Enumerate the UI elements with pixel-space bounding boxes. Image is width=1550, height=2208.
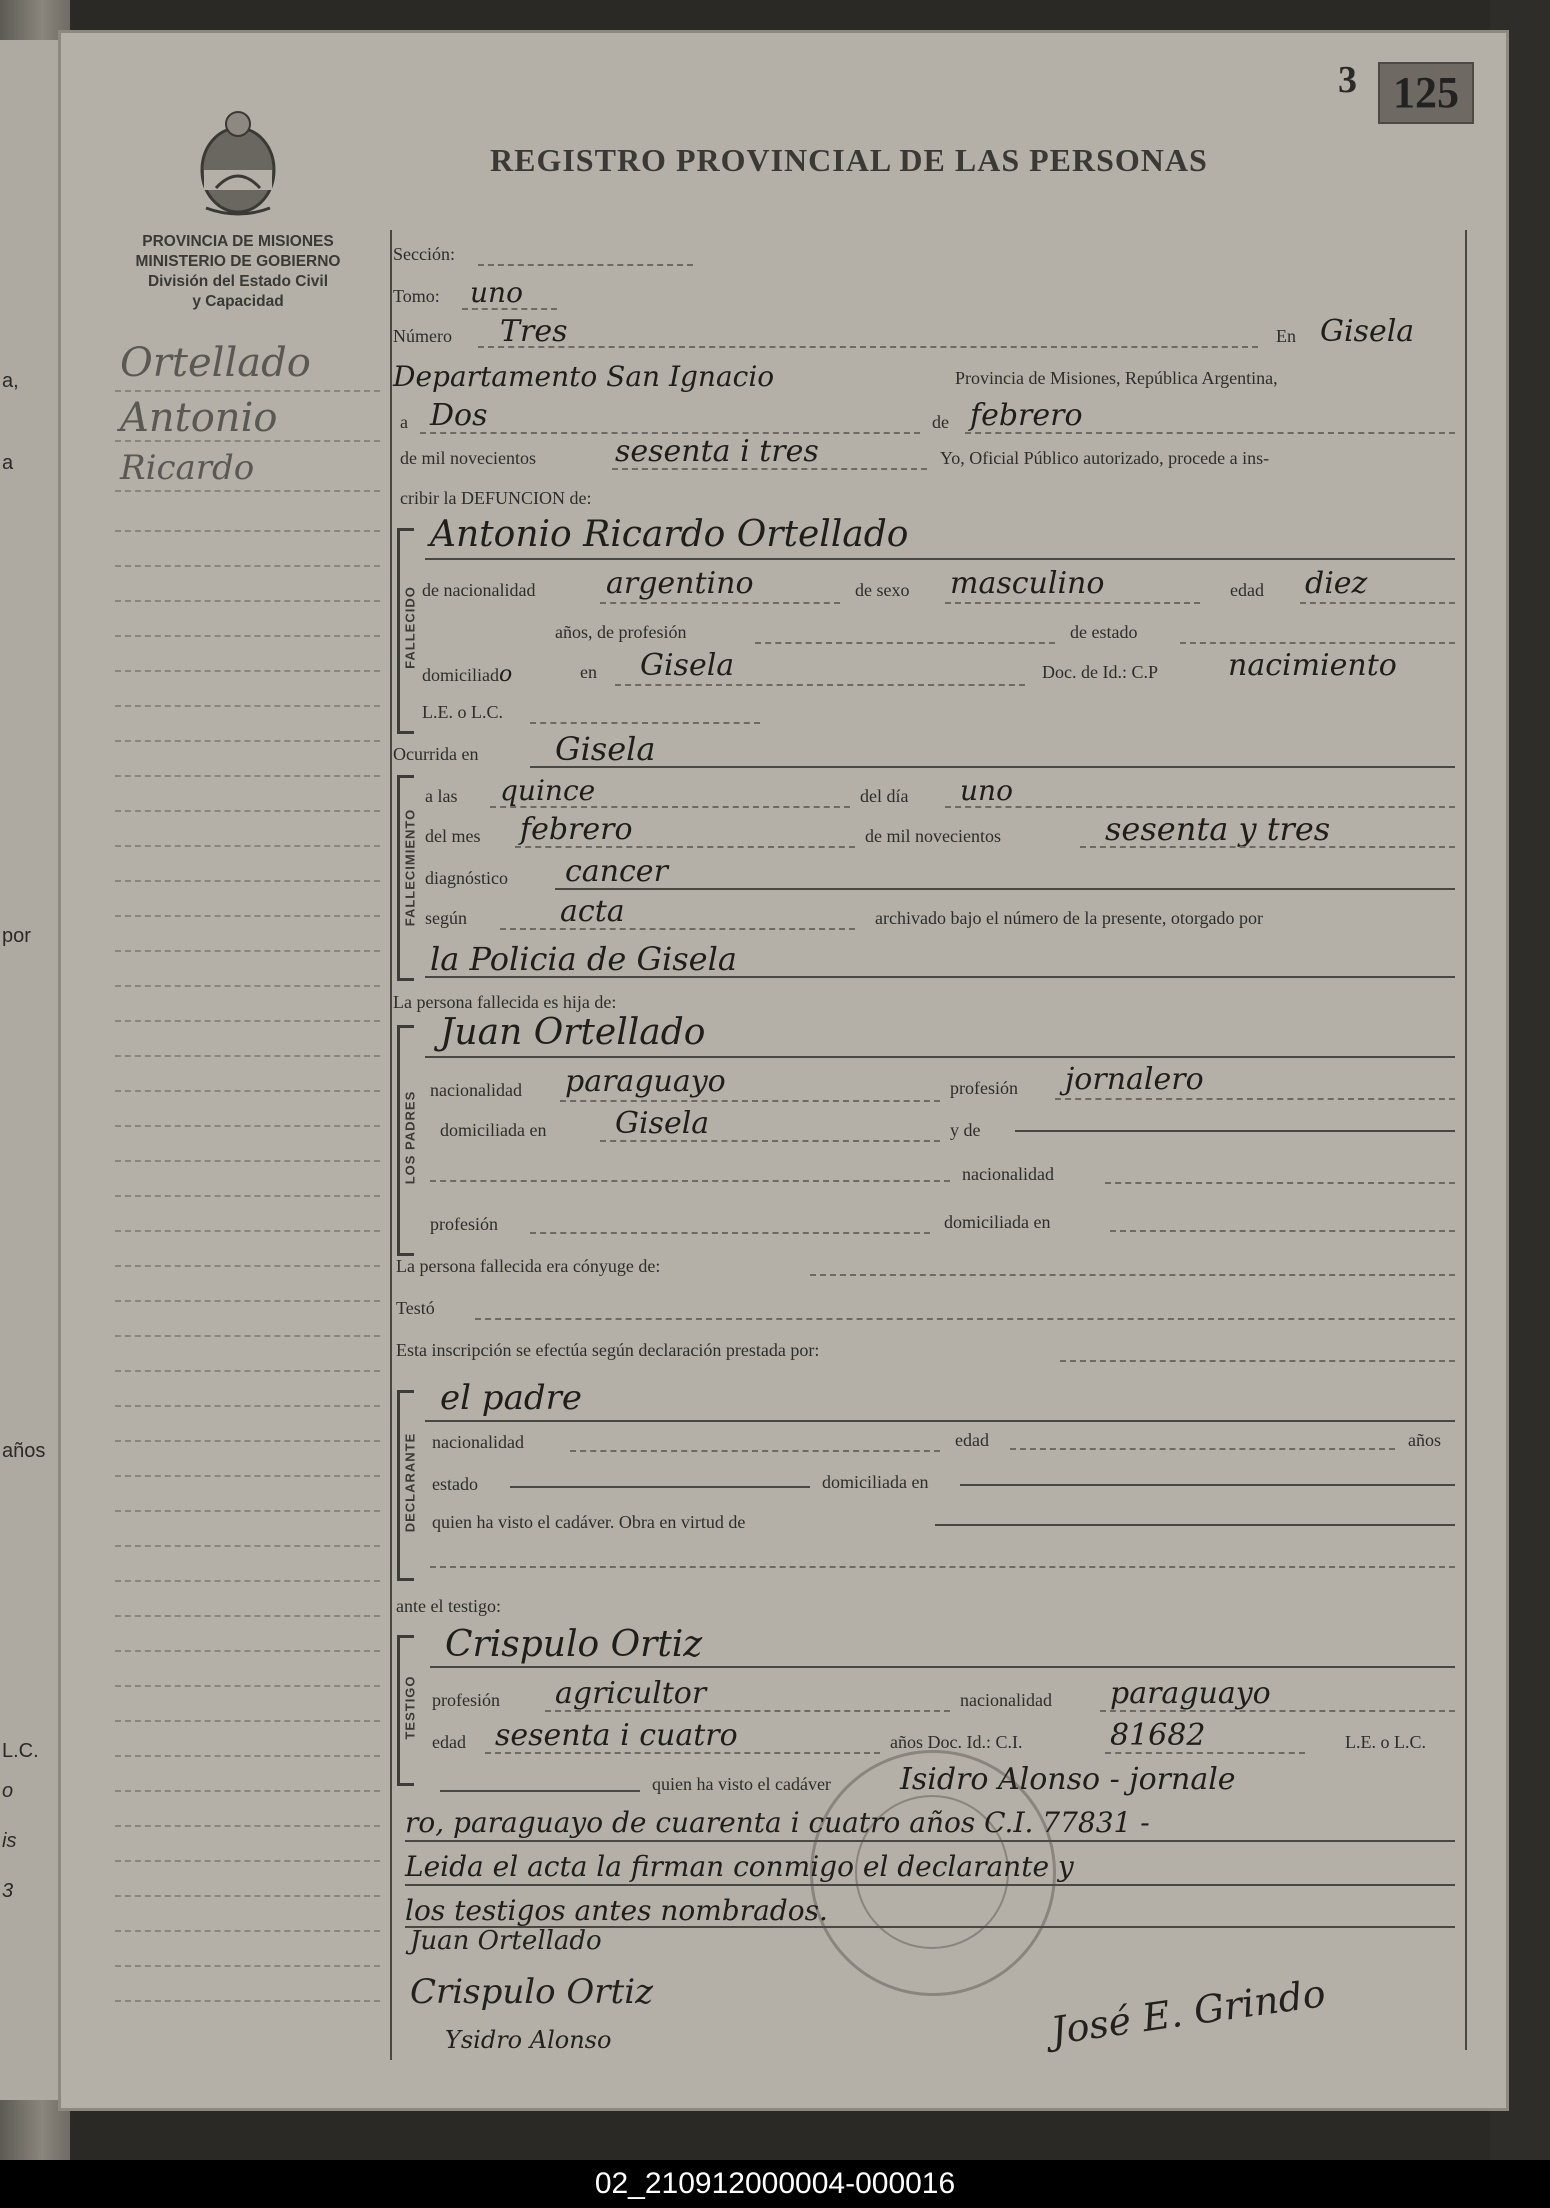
margin-surname: Ortellado — [120, 340, 311, 386]
issuer-division: División del Estado Civil — [147, 273, 328, 290]
testigo-edad-value: sesenta i cuatro — [495, 1718, 738, 1753]
testigo-prof-value: agricultor — [555, 1676, 707, 1711]
departamento-value: Departamento San Ignacio — [393, 360, 775, 393]
mes-line — [965, 432, 1455, 434]
madre-nacionalidad-label: nacionalidad — [962, 1164, 1054, 1184]
left-fragment: a — [2, 452, 14, 474]
edad-label: edad — [1230, 580, 1264, 600]
padre-nac-value: paraguayo — [565, 1064, 726, 1099]
declarante-line — [425, 1420, 1455, 1422]
closing-line-2-rule — [405, 1840, 1455, 1842]
ocurrida-label: Ocurrida en — [393, 744, 479, 764]
declarante-edad-line — [1010, 1448, 1395, 1450]
nacionalidad-value: argentino — [606, 566, 754, 601]
margin-middle-name: Ricardo — [120, 448, 255, 488]
en-value: Gisela — [1320, 314, 1415, 349]
domiciliad-label — [422, 662, 512, 687]
doc-value: nacimiento — [1228, 648, 1397, 683]
inscripcion-label: Esta inscripción se efectúa según declaración prestada por: — [396, 1340, 820, 1360]
padre-domiciliada-label: domiciliada en — [440, 1120, 547, 1140]
closing-line-4: los testigos antes nombrados. — [405, 1894, 828, 1927]
fallecimiento-label: FALLECIMIENTO — [402, 808, 418, 927]
testigo-ci-line — [1105, 1752, 1305, 1754]
right-rule — [1465, 230, 1467, 2050]
padre-name-line — [425, 1056, 1455, 1058]
padre-prof-line — [1055, 1098, 1455, 1100]
nacionalidad-line — [600, 602, 840, 604]
issuer-ministry: MINISTERIO DE GOBIERNO — [135, 253, 341, 270]
anio-fall-value: sesenta y tres — [1105, 810, 1331, 848]
madre-name-line — [430, 1180, 950, 1182]
declarante-quien-line — [935, 1524, 1455, 1526]
closing-line-3: Leida el acta la firman conmigo el declarante y — [405, 1850, 1074, 1883]
padre-dom-line — [600, 1140, 940, 1142]
diagnostico-line — [555, 888, 1455, 890]
testigo-anos-doc-label: años Doc. Id.: C.I. — [890, 1732, 1023, 1752]
testigo-name-line — [430, 1666, 1455, 1668]
declarante-label: DECLARANTE — [402, 1432, 418, 1533]
mes-value: febrero — [970, 398, 1083, 433]
page-number-handwritten: 3 — [1338, 59, 1357, 101]
ocurrida-value: Gisela — [555, 730, 656, 768]
declarante-estado-line — [510, 1486, 810, 1488]
conyuge-label: La persona fallecida era cónyuge de: — [396, 1256, 661, 1276]
margin-rule — [390, 230, 392, 2060]
testigo-ci-value: 81682 — [1110, 1718, 1206, 1753]
padre-prof-value: jornalero — [1065, 1062, 1204, 1097]
testigo-name: Crispulo Ortiz — [445, 1624, 703, 1665]
testigo-edad-label: edad — [432, 1732, 466, 1752]
declarante-edad-label: edad — [955, 1430, 989, 1450]
numero-label: Número — [393, 326, 452, 346]
inscripcion-line — [1060, 1360, 1455, 1362]
estado-line — [1180, 642, 1455, 644]
declarante-value: el padre — [440, 1378, 582, 1418]
left-fragment: por — [2, 925, 31, 947]
testigo-profesion-label: profesión — [432, 1690, 500, 1710]
margin-given-name: Antonio — [120, 395, 278, 441]
left-fragment: L.C. — [2, 1740, 39, 1762]
ocurrida-line — [530, 766, 1455, 768]
testigo-nacionalidad-label: nacionalidad — [960, 1690, 1052, 1710]
conyuge-line — [810, 1274, 1455, 1276]
mes-fall-value: febrero — [520, 812, 633, 847]
declarante-dom-line — [960, 1484, 1455, 1486]
issuer-block — [100, 232, 376, 312]
nacionalidad-label: de nacionalidad — [422, 580, 536, 600]
madre-domiciliada-label: domiciliada en — [944, 1212, 1051, 1232]
segun-label: según — [425, 908, 467, 928]
de-mil-fall-label: de mil novecientos — [865, 826, 1001, 846]
page-number-stamp: 125 — [1378, 62, 1474, 124]
madre-dom-line — [1110, 1230, 1455, 1232]
hija-de-label: La persona fallecida es hija de: — [393, 992, 617, 1012]
domicilio-value: Gisela — [640, 648, 735, 683]
sexo-value: masculino — [950, 566, 1105, 601]
left-fragment: is — [2, 1830, 17, 1852]
seccion-label: Sección: — [393, 244, 455, 264]
declarante-estado-label: estado — [432, 1474, 478, 1494]
testigo-le-lc-label: L.E. o L.C. — [1345, 1732, 1426, 1752]
signature-testigo-2: Ysidro Alonso — [445, 2026, 612, 2054]
testigo-nac-line — [1100, 1710, 1455, 1712]
seccion-line — [478, 264, 693, 266]
hora-value: quince — [500, 774, 596, 807]
tomo-value: uno — [470, 276, 523, 309]
de-label: de — [932, 412, 949, 432]
declarante-anos-label: años — [1408, 1430, 1441, 1450]
testigo-nac-value: paraguayo — [1110, 1676, 1271, 1711]
dia-fall-value: uno — [960, 774, 1013, 807]
issuer-capacity: y Capacidad — [192, 293, 284, 310]
image-id-caption: 02_210912000004-000016 — [0, 2160, 1550, 2208]
mes-fall-line — [515, 846, 855, 848]
left-fragment: a, — [2, 370, 19, 392]
doc-id-label: Doc. de Id.: C.P — [1042, 662, 1158, 682]
fallecido-name: Antonio Ricardo Ortellado — [430, 514, 909, 555]
cribir-label: cribir la DEFUNCION de: — [400, 488, 592, 508]
signature-oficial: José E. Grindo — [1048, 1970, 1329, 2054]
ante-testigo-label: ante el testigo: — [396, 1596, 501, 1616]
de-mil-label: de mil novecientos — [400, 448, 536, 468]
padre-profesion-label: profesión — [950, 1078, 1018, 1098]
a-las-label: a las — [425, 786, 458, 806]
madre-nac-line — [1105, 1182, 1455, 1184]
del-mes-label: del mes — [425, 826, 481, 846]
provincia-label: Provincia de Misiones, República Argentina, — [955, 368, 1278, 388]
madre-prof-line — [530, 1232, 930, 1234]
declarante-extra-line — [430, 1566, 1455, 1568]
left-fragment: 3 — [2, 1880, 14, 1902]
testigo-quien-label: quien ha visto el cadáver — [652, 1774, 831, 1794]
del-dia-label: del día — [860, 786, 909, 806]
diagnostico-value: cancer — [565, 854, 668, 889]
profesion-line — [755, 642, 1055, 644]
otorgado-value: la Policia de Gisela — [430, 940, 737, 978]
padres-label: LOS PADRES — [402, 1090, 418, 1185]
madre-profesion-label: profesión — [430, 1214, 498, 1234]
padre-nacionalidad-label: nacionalidad — [430, 1080, 522, 1100]
testo-label: Testó — [396, 1298, 435, 1318]
domiciliad-suffix: o — [498, 662, 513, 687]
edad-line — [1300, 602, 1455, 604]
declarante-nacionalidad-label: nacionalidad — [432, 1432, 524, 1452]
testigo-label: TESTIGO — [402, 1675, 418, 1740]
fallecido-name-line — [425, 558, 1455, 560]
otorgado-line — [425, 976, 1455, 978]
anos-profesion-label: años, de profesión — [555, 622, 687, 642]
anio-value: sesenta i tres — [615, 434, 819, 469]
dia-fall-line — [945, 806, 1455, 808]
diagnostico-label: diagnóstico — [425, 868, 508, 888]
testigo-edad-line — [485, 1752, 880, 1754]
numero-line — [478, 346, 1258, 348]
document-title: REGISTRO PROVINCIAL DE LAS PERSONAS — [490, 142, 1208, 178]
dia-value: Dos — [430, 398, 488, 433]
edad-value: diez — [1305, 566, 1368, 601]
a-label: a — [400, 412, 408, 432]
segun-line — [500, 928, 855, 930]
left-page-edge — [0, 40, 65, 2100]
left-fragment: o — [2, 1780, 14, 1802]
closing-line-2: ro, paraguayo de cuarenta i cuatro años C.I. 77831 - — [405, 1806, 1150, 1839]
yo-oficial-label: Yo, Oficial Público autorizado, procede a ins- — [940, 448, 1270, 468]
tomo-label: Tomo: — [393, 286, 440, 306]
declarante-nac-line — [570, 1450, 940, 1452]
en-domicilio-label: en — [580, 662, 597, 682]
declarante-domiciliada-label: domiciliada en — [822, 1472, 929, 1492]
le-lc-label: L.E. o L.C. — [422, 702, 503, 722]
left-fragment: años — [2, 1440, 46, 1462]
en-label: En — [1276, 326, 1296, 346]
hora-line — [490, 806, 850, 808]
closing-line-1: Isidro Alonso - jornale — [900, 1762, 1236, 1797]
declarante-quien-label: quien ha visto el cadáver. Obra en virtud de — [432, 1512, 746, 1532]
issuer-province: PROVINCIA DE MISIONES — [142, 233, 334, 250]
coat-of-arms-icon — [196, 108, 280, 218]
y-de-label: y de — [950, 1120, 981, 1140]
numero-value: Tres — [500, 314, 568, 349]
le-lc-line — [530, 722, 760, 724]
closing-line-3-rule — [405, 1884, 1455, 1886]
fallecido-label: FALLECIDO — [402, 586, 418, 669]
sexo-line — [945, 602, 1200, 604]
testigo-prof-line — [545, 1710, 950, 1712]
padre-dom-value: Gisela — [615, 1106, 710, 1141]
padre-nac-line — [560, 1100, 940, 1102]
domicilio-line — [615, 684, 1025, 686]
madre-line — [1015, 1130, 1455, 1132]
signature-testigo: Crispulo Ortiz — [410, 1972, 653, 2012]
testo-line — [475, 1318, 1455, 1320]
segun-value: acta — [560, 894, 625, 929]
padre-name: Juan Ortellado — [440, 1012, 706, 1053]
signature-padre: Juan Ortellado — [410, 1926, 602, 1956]
archivado-label: archivado bajo el número de la presente, otorgado por — [875, 908, 1264, 928]
domiciliad-text: domiciliad — [422, 665, 499, 685]
estado-label: de estado — [1070, 622, 1138, 642]
anio-line — [612, 468, 927, 470]
anio-fall-line — [1080, 846, 1455, 848]
sexo-label: de sexo — [855, 580, 910, 600]
testigo-quien-pre-line — [440, 1790, 640, 1792]
tomo-line — [462, 308, 557, 310]
